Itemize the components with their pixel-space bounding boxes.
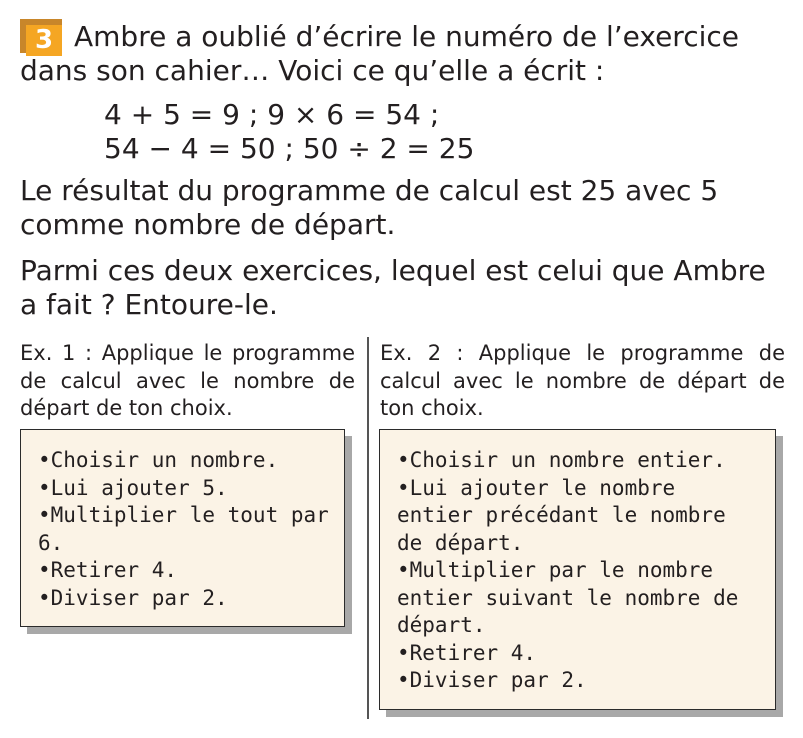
ex1-step: •Lui ajouter 5. xyxy=(38,475,228,500)
ex2-step: •Retirer 4. xyxy=(397,640,537,665)
ex1-step: •Choisir un nombre. xyxy=(38,448,279,472)
equation-line-2: 54 − 4 = 50 ; 50 ÷ 2 = 25 xyxy=(104,132,475,165)
ex2-steps-list xyxy=(397,447,761,695)
intro-line-1: Ambre a oublié d’écrire le numéro de l’exercice xyxy=(74,20,739,53)
ex1-steps-list xyxy=(38,447,342,612)
ex2-step: •Multiplier par le nombre entier suivant le nombre de départ. xyxy=(397,558,752,637)
exercise-intro xyxy=(20,20,788,88)
ex1-step: •Diviser par 2. xyxy=(38,585,228,610)
question: Parmi ces deux exercices, lequel est celui que Ambre a fait ? Entoure-le. xyxy=(20,254,766,321)
ex2-step: •Lui ajouter le nombre entier précédant le nombre de départ. xyxy=(397,475,739,555)
ex2-step: •Choisir un nombre entier. xyxy=(397,448,726,472)
exercise-number: 3 xyxy=(26,25,62,56)
ex2-program-box[interactable] xyxy=(379,429,776,710)
ex2-step: •Diviser par 2. xyxy=(397,668,587,692)
ex1-step: •Multiplier le tout par 6. xyxy=(38,503,342,555)
intro-line-2: dans son cahier… Voici ce qu’elle a écrit : xyxy=(20,54,605,87)
ex1-step: •Retirer 4. xyxy=(38,558,178,582)
ex2-heading: Ex. 2 : Applique le programme de calcul avec le nombre de départ de ton choix. xyxy=(380,341,785,420)
result-statement: Le résultat du programme de calcul est 25 avec 5 comme nombre de départ. xyxy=(20,174,719,241)
column-divider xyxy=(367,337,369,719)
equation-line-1: 4 + 5 = 9 ; 9 × 6 = 54 ; xyxy=(104,98,440,131)
ex1-program-box[interactable] xyxy=(20,429,345,627)
ex1-heading: Ex. 1 : Applique le programme de calcul avec le nombre de départ de ton choix. xyxy=(20,341,355,420)
